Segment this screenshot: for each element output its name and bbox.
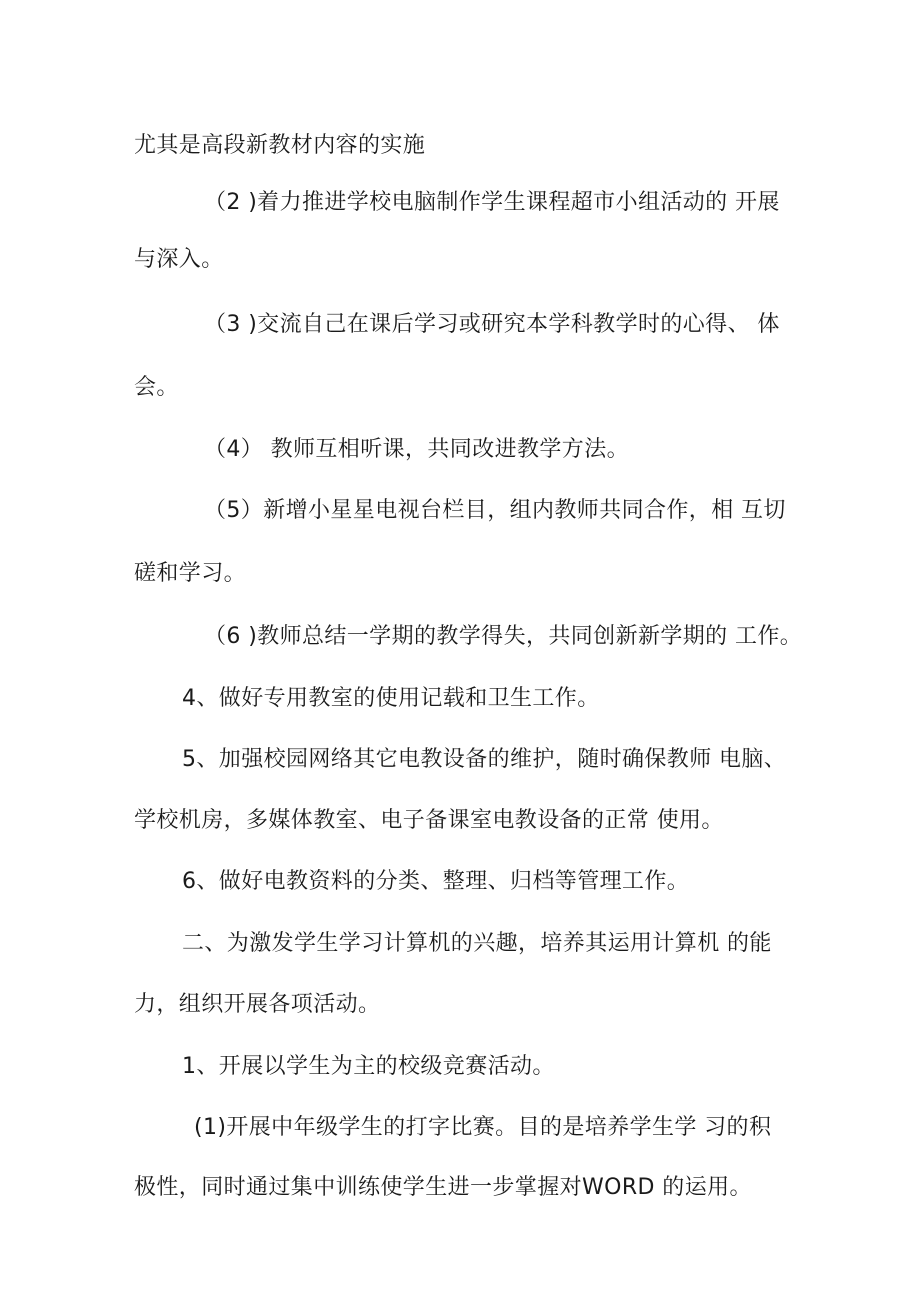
text-line: （6 )教师总结一学期的教学得失，共同创新新学期的 工作。 (204, 624, 803, 649)
text-line: 4、做好专用教室的使用记载和卫生工作。 (182, 686, 600, 711)
text-line: （4） 教师互相听课，共同改进教学方法。 (204, 437, 629, 462)
text-line: （3 )交流自己在课后学习或研究本学科教学时的心得、 体 (204, 312, 780, 337)
text-line: 力，组织开展各项活动。 (134, 992, 381, 1017)
text-line: 二、为激发学生学习计算机的兴趣，培养其运用计算机 的能 (182, 931, 772, 956)
text-line: 1、开展以学生为主的校级竞赛活动。 (182, 1054, 555, 1079)
text-line: 与深入。 (134, 247, 224, 272)
text-line: 学校机房，多媒体教室、电子备课室电教设备的正常 使用。 (134, 808, 724, 833)
text-line: 5、加强校园网络其它电教设备的维护，随时确保教师 电脑、 (182, 747, 787, 772)
text-line: 磋和学习。 (134, 561, 247, 586)
text-line: （2 )着力推进学校电脑制作学生课程超市小组活动的 开展 (204, 190, 780, 215)
text-line: 6、做好电教资料的分类、整理、归档等管理工作。 (182, 869, 690, 894)
text-line: 极性，同时通过集中训练使学生进一步掌握对WORD 的运用。 (134, 1175, 752, 1200)
text-line: 尤其是高段新教材内容的实施 (134, 133, 426, 158)
text-line: (1)开展中年级学生的打字比赛。目的是培养学生学 习的积 (194, 1115, 772, 1140)
text-line: 会。 (134, 375, 179, 400)
text-line: （5）新增小星星电视台栏目，组内教师共同合作，相 互切 (204, 498, 786, 523)
